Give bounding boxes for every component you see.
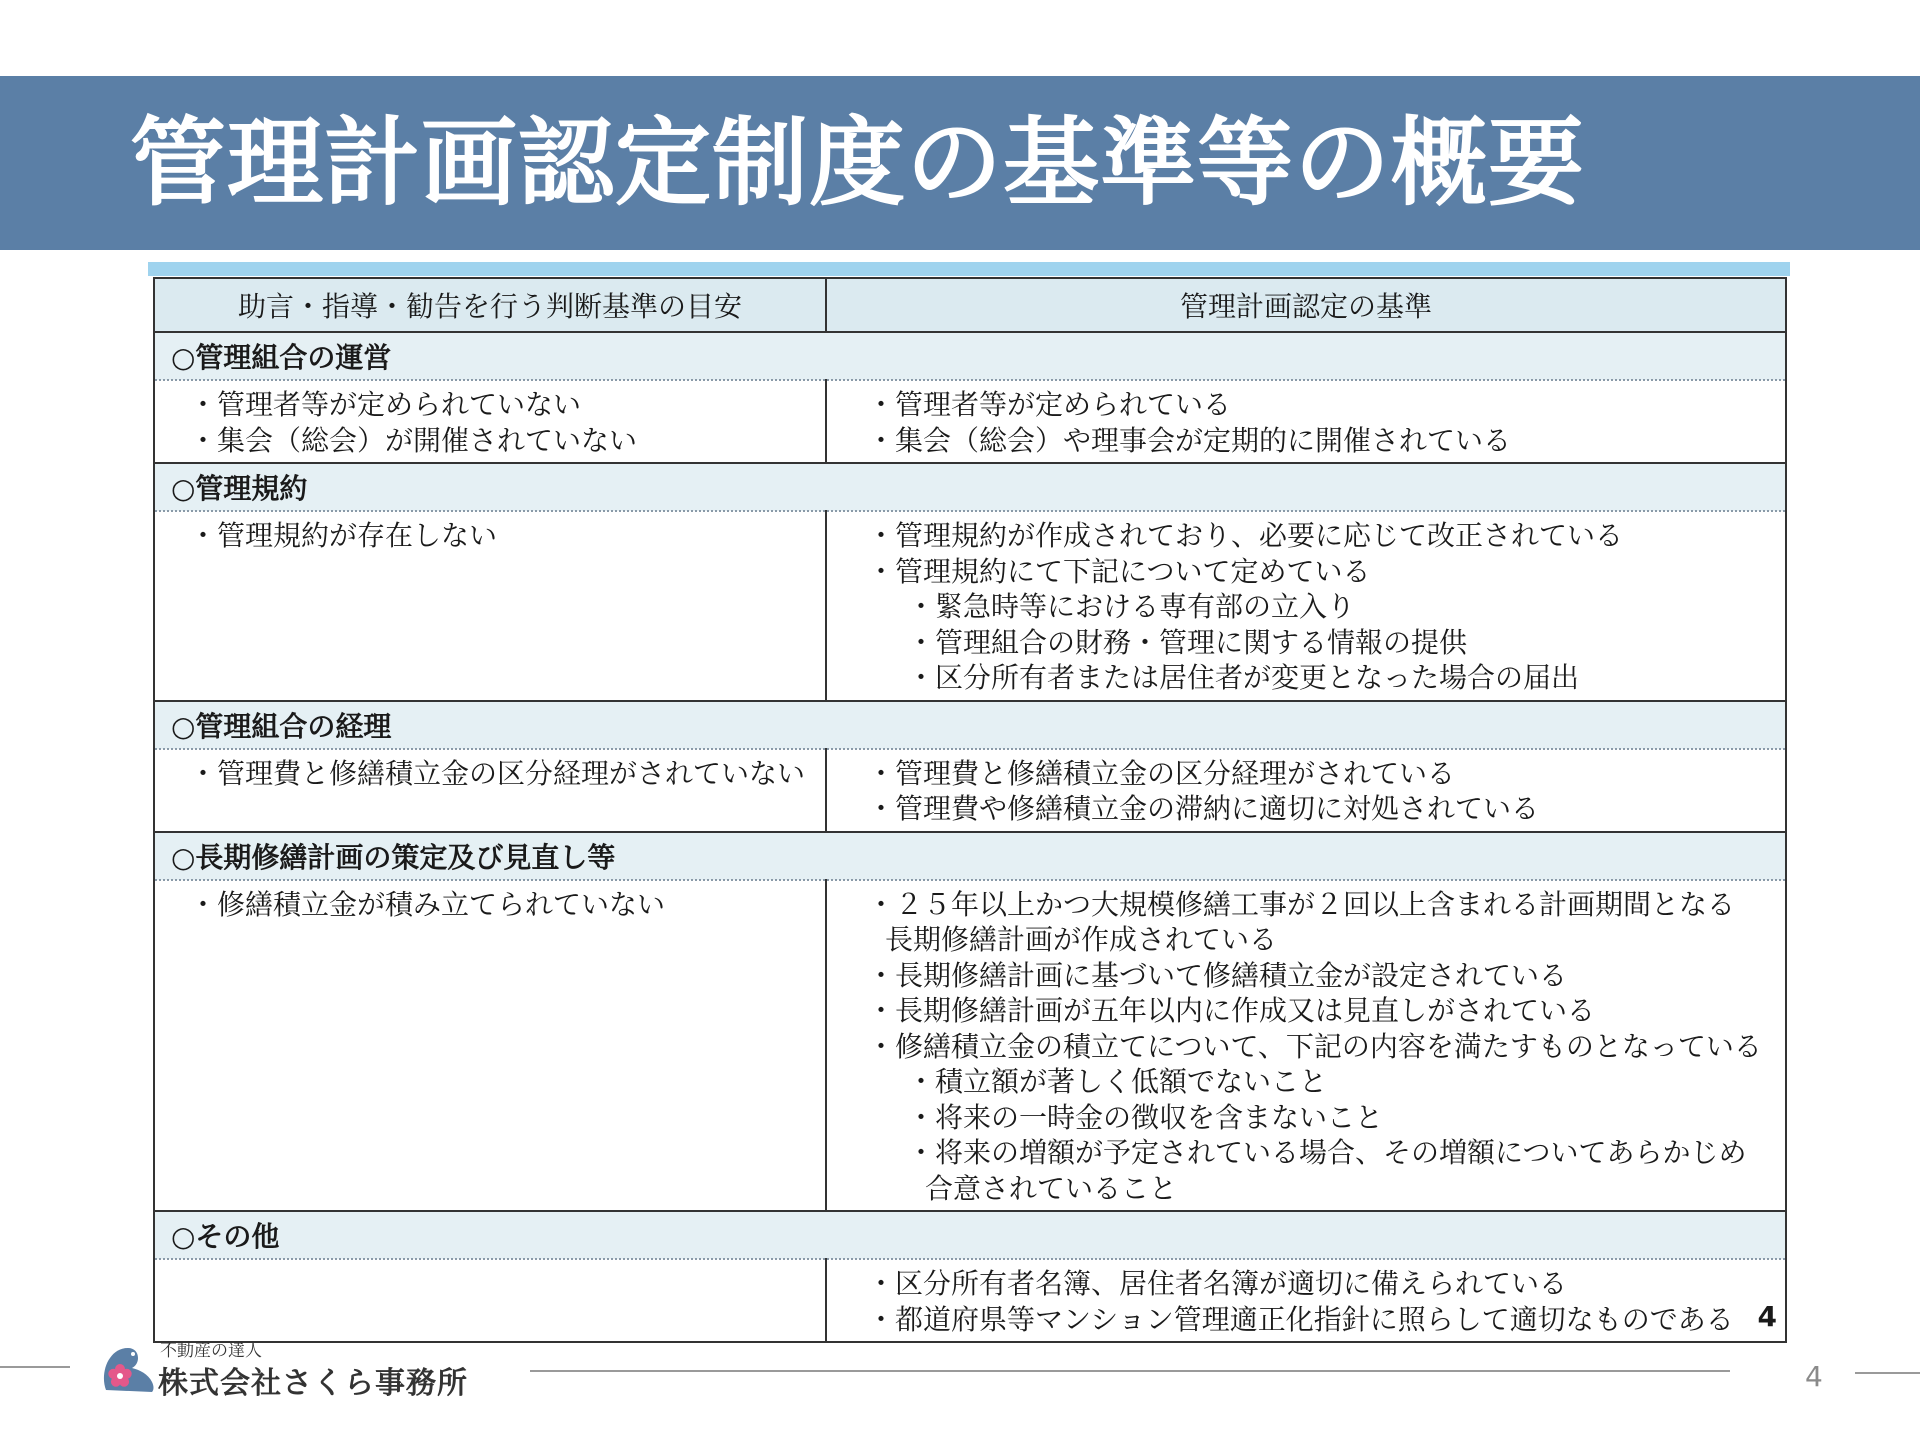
header-advice-criteria: 助言・指導・勧告を行う判断基準の目安 [154, 278, 826, 332]
certification-criterion: ・管理規約が作成されており、必要に応じて改正されている [867, 519, 1624, 552]
certification-criteria-cell [826, 511, 1786, 701]
section-heading: ○管理組合の経理 [154, 701, 1786, 749]
section-heading: ○管理規約 [154, 463, 1786, 511]
table-body [154, 332, 1786, 1342]
section-body-row [154, 749, 1786, 832]
sakura-logo-icon [100, 1340, 158, 1392]
company-tagline: 不動産の達人 [160, 1341, 262, 1361]
certification-criterion: ・緊急時等における専有部の立入り [907, 590, 1356, 623]
certification-criterion: ・長期修繕計画に基づいて修繕積立金が設定されている [867, 958, 1568, 992]
advice-criteria-cell [154, 880, 826, 1212]
company-name: 株式会社さくら事務所 [158, 1366, 468, 1401]
section-body-row [154, 880, 1786, 1212]
page-title: 管理計画認定制度の基準等の概要 [130, 107, 1585, 219]
advice-criterion: ・管理者等が定められていない [189, 388, 582, 421]
certification-criterion: ・長期修繕計画が五年以内に作成又は見直しがされている [867, 994, 1596, 1027]
certification-criterion: 合意されていること [925, 1171, 1178, 1205]
section-heading-row [154, 463, 1786, 511]
advice-criterion: ・管理費と修繕積立金の区分経理がされていない [189, 756, 806, 790]
advice-criteria-cell [154, 1259, 826, 1342]
certification-criterion: ・管理者等が定められている [867, 388, 1232, 421]
section-heading-row [154, 332, 1786, 380]
section-heading-row [154, 1211, 1786, 1259]
certification-criterion: ・積立額が著しく低額でないこと [907, 1065, 1328, 1098]
certification-criterion: ・都道府県等マンション管理適正化指針に照らして適切なものである [867, 1302, 1734, 1336]
advice-criteria-cell [154, 749, 826, 832]
section-heading: ○長期修繕計画の策定及び見直し等 [154, 832, 1786, 880]
certification-criteria-cell [826, 749, 1786, 832]
section-heading: ○その他 [154, 1211, 1786, 1259]
footer-rule-center [530, 1370, 1730, 1372]
certification-criteria-cell [826, 380, 1786, 463]
certification-criterion: ・管理組合の財務・管理に関する情報の提供 [907, 625, 1468, 659]
certification-criterion: ・修繕積立金の積立てについて、下記の内容を満たすものとなっている [867, 1029, 1762, 1063]
header-certification-criteria: 管理計画認定の基準 [826, 278, 1786, 332]
section-body-row [154, 511, 1786, 701]
advice-criterion: ・修繕積立金が積み立てられていない [189, 887, 666, 921]
table-header-row [154, 278, 1786, 332]
certification-criteria-cell [826, 880, 1786, 1212]
advice-criteria-cell [154, 511, 826, 701]
section-body-row [154, 380, 1786, 463]
certification-criterion: ・管理費と修繕積立金の区分経理がされている [867, 756, 1456, 790]
advice-criterion: ・集会（総会）が開催されていない [189, 423, 638, 457]
certification-criterion: ・集会（総会）や理事会が定期的に開催されている [867, 423, 1512, 457]
company-logo [100, 1336, 520, 1401]
accent-divider [148, 262, 1790, 276]
page-number: 4 [1805, 1360, 1823, 1393]
section-heading: ○管理組合の運営 [154, 332, 1786, 380]
certification-criterion: ・２５年以上かつ大規模修繕工事が２回以上含まれる計画期間となる [867, 887, 1736, 921]
certification-criteria-cell [826, 1259, 1786, 1342]
certification-criterion: 長期修繕計画が作成されている [885, 923, 1278, 956]
section-body-row [154, 1259, 1786, 1342]
certification-criterion: ・管理規約にて下記について定めている [867, 554, 1371, 588]
certification-criterion: ・将来の一時金の徴収を含まないこと [907, 1100, 1384, 1134]
criteria-table [153, 277, 1787, 1343]
footer-rule-right [1855, 1372, 1920, 1374]
footer-rule-left [0, 1366, 70, 1368]
section-heading-row [154, 832, 1786, 880]
advice-criterion: ・管理規約が存在しない [189, 519, 498, 552]
certification-criterion: ・将来の増額が予定されている場合、その増額についてあらかじめ [907, 1136, 1747, 1169]
certification-criterion: ・区分所有者名簿、居住者名簿が適切に備えられている [867, 1267, 1568, 1300]
advice-criteria-cell [154, 380, 826, 463]
certification-criterion: ・管理費や修繕積立金の滞納に適切に対処されている [867, 792, 1540, 825]
title-bar [0, 76, 1920, 250]
section-heading-row [154, 701, 1786, 749]
slide-number: 4 [1757, 1300, 1777, 1333]
certification-criterion: ・区分所有者または居住者が変更となった場合の届出 [907, 661, 1580, 694]
